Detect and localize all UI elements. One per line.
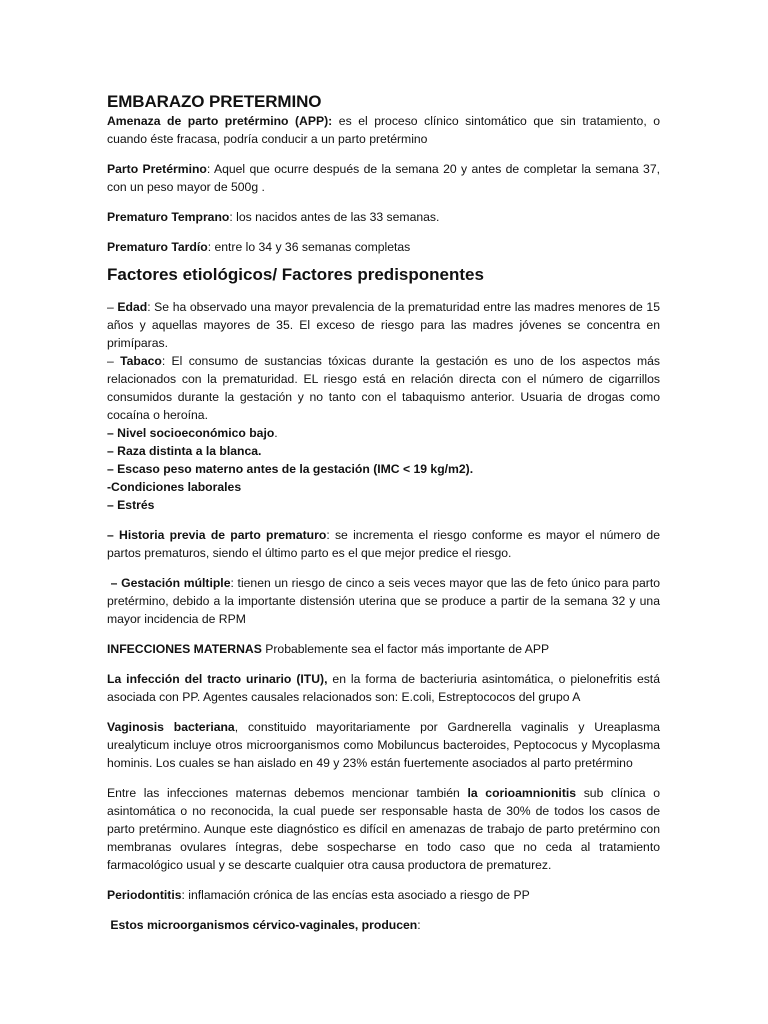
text-gestacion: : tienen un riesgo de cinco a seis veces mayor que las de feto único para parto pretérmino, debido a la importante distensión uterina que se produce a partir de la semana 32 y una mayor incidencia de RPM <box>107 576 660 626</box>
term-tabaco: Tabaco <box>120 354 162 368</box>
term-gestacion: – Gestación múltiple <box>107 576 231 590</box>
factor-peso: – Escaso peso materno antes de la gestación (IMC < 19 kg/m2). <box>107 462 474 476</box>
term-nivel: – Nivel socioeconómico bajo <box>107 426 275 440</box>
text-corio: sub clínica o asintomática o no reconocida, la cual puede ser responsable hasta de 30% de todos los casos de parto pretérmino. Aunque este diagnóstico es difícil en amenazas de trabajo de parto pretérmino con membranas ovulares íntegras, debe sospecharse en todo caso que no ceda al tratamiento farmacológico usual y se descarte cualquier otra causa productora de prematurez. <box>107 786 660 872</box>
definition-prematuro-temprano <box>107 208 660 226</box>
definition-app <box>107 112 660 148</box>
factor-estres: – Estrés <box>107 498 155 512</box>
term-corio: la corioamnionitis <box>467 786 577 800</box>
term-vaginosis: Vaginosis bacteriana <box>107 720 235 734</box>
factor-raza: – Raza distinta a la blanca. <box>107 444 262 458</box>
text-itu: en la forma de bacteriuria asintomática, o pielonefritis está asociada con PP. Agentes causales relacionados son: E.coli, Estreptococos del grupo A <box>107 672 660 704</box>
factor-nivel <box>107 424 660 442</box>
paragraph-periodontitis <box>107 886 660 904</box>
paragraph-microorganismos <box>107 916 660 934</box>
factor-edad <box>107 298 660 352</box>
term-itu: La infección del tracto urinario (ITU), <box>107 672 328 686</box>
factor-historia <box>107 526 660 562</box>
term-app: Amenaza de parto pretérmino (APP): <box>107 114 333 128</box>
document-title: EMBARAZO PRETERMINO <box>107 92 322 111</box>
text-micro: : <box>417 918 421 932</box>
heading-infecciones <box>107 640 660 658</box>
paragraph-corioamnionitis <box>107 784 660 874</box>
term-temprano: Prematuro Temprano <box>107 210 230 224</box>
term-perio: Periodontitis <box>107 888 182 902</box>
term-historia: – Historia previa de parto prematuro <box>107 528 327 542</box>
definition-prematuro-tardio <box>107 238 660 256</box>
term-edad: Edad <box>117 300 148 314</box>
text-corio-pre: Entre las infecciones maternas debemos mencionar también <box>107 786 468 800</box>
factor-tabaco <box>107 352 660 424</box>
text-historia: : se incrementa el riesgo conforme es mayor el número de partos prematuros, siendo el último parto es el que mejor predice el riesgo. <box>107 528 660 560</box>
document-body <box>107 92 660 934</box>
term-micro: Estos microorganismos cérvico-vaginales, producen <box>107 918 418 932</box>
text-infecciones: Probablemente sea el factor más importante de APP <box>261 642 550 656</box>
text-temprano: : los nacidos antes de las 33 semanas. <box>229 210 440 224</box>
text-app: es el proceso clínico sintomático que sin tratamiento, o cuando éste fracasa, podría conducir a un parto pretérmino <box>107 114 661 146</box>
paragraph-itu <box>107 670 660 706</box>
text-edad: : Se ha observado una mayor prevalencia de la prematuridad entre las madres menores de 15 años y aquellas mayores de 35. El exceso de riesgo para las madres jóvenes se concentra en primíparas. <box>107 300 660 350</box>
term-infecciones: INFECCIONES MATERNAS <box>107 642 262 656</box>
section-heading-factores: Factores etiológicos/ Factores predisponentes <box>107 265 484 284</box>
text-parto: : Aquel que ocurre después de la semana 20 y antes de completar la semana 37, con un peso mayor de 500g . <box>107 162 660 194</box>
text-tardio: : entre lo 34 y 36 semanas completas <box>207 240 411 254</box>
text-nivel: . <box>274 426 278 440</box>
paragraph-vaginosis <box>107 718 660 772</box>
text-vaginosis: , constituido mayoritariamente por Gardnerella vaginalis y Ureaplasma urealyticum incluye otros microorganismos como Mobiluncus bacteroides, Peptococus y Mycoplasma hominis. Los cuales se han aislado en 49 y 23% están fuertemente asociados al parto pretérmino <box>107 720 660 770</box>
text-tabaco: : El consumo de sustancias tóxicas durante la gestación es uno de los aspectos más relacionados con la prematuridad. EL riesgo está en relación directa con el número de cigarrillos consumidos durante la gestación y no tanto con el tabaquismo anterior. Usuaria de drogas como cocaína o heroína. <box>107 354 660 422</box>
dash: – <box>107 300 118 314</box>
text-perio: : inflamación crónica de las encías esta asociado a riesgo de PP <box>181 888 530 902</box>
factor-laborales: -Condiciones laborales <box>107 480 242 494</box>
term-tardio: Prematuro Tardío <box>107 240 208 254</box>
term-parto: Parto Pretérmino <box>107 162 207 176</box>
factor-gestacion-multiple <box>107 574 660 628</box>
definition-parto-pretermino <box>107 160 660 196</box>
dash: – <box>107 354 121 368</box>
